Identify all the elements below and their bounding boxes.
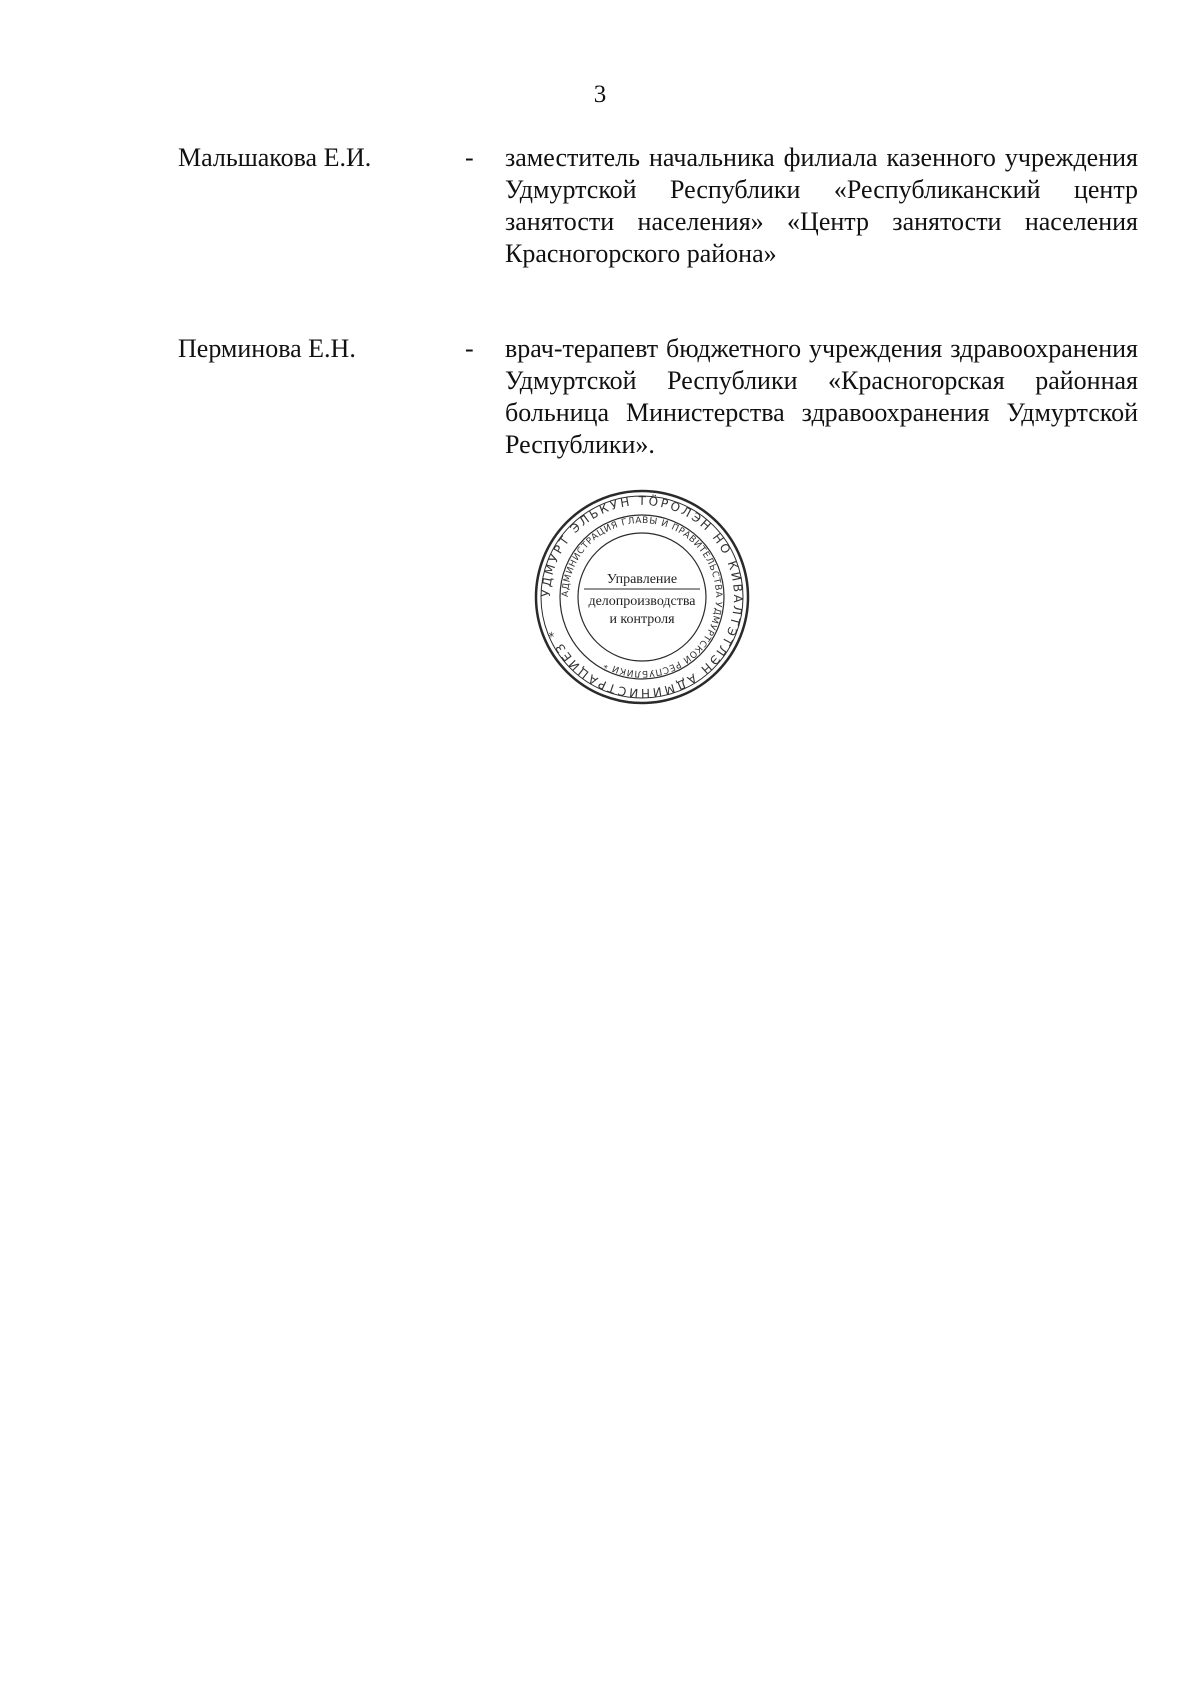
position-description: заместитель начальника филиала казенного учреждения Удмуртской Республики «Республиканский центр занятости населения» «Центр занятости населения Красногорского района» xyxy=(505,143,1138,268)
seal-graphic xyxy=(532,487,752,707)
position-description: врач-терапевт бюджетного учреждения здравоохранения Удмуртской Республики «Красногорская районная больница Министерства здравоохранения Удмуртской Республики». xyxy=(505,334,1138,459)
dash-separator: - xyxy=(465,334,474,363)
dash-separator: - xyxy=(465,143,474,172)
seal-outer-ring-text: УДМУРТ ЭЛЬКУН ТӦРОЛЭН НО КИВАЛТЭТЛЭН АДМИНИСТРАЦИЕЗ * xyxy=(538,493,746,701)
seal-center-line-1: Управление xyxy=(606,572,678,587)
seal-center-line-2: делопроизводства xyxy=(588,594,696,609)
seal-center-line-3: и контроля xyxy=(609,612,675,627)
page-number: 3 xyxy=(593,81,607,108)
person-name: Перминова Е.Н. xyxy=(178,334,356,363)
seal-inner-ring-text: АДМИНИСТРАЦИЯ ГЛАВЫ И ПРАВИТЕЛЬСТВА УДМУРТСКОЙ РЕСПУБЛИКИ * xyxy=(560,515,724,679)
person-name: Мальшакова Е.И. xyxy=(178,143,372,172)
official-seal xyxy=(532,487,752,707)
